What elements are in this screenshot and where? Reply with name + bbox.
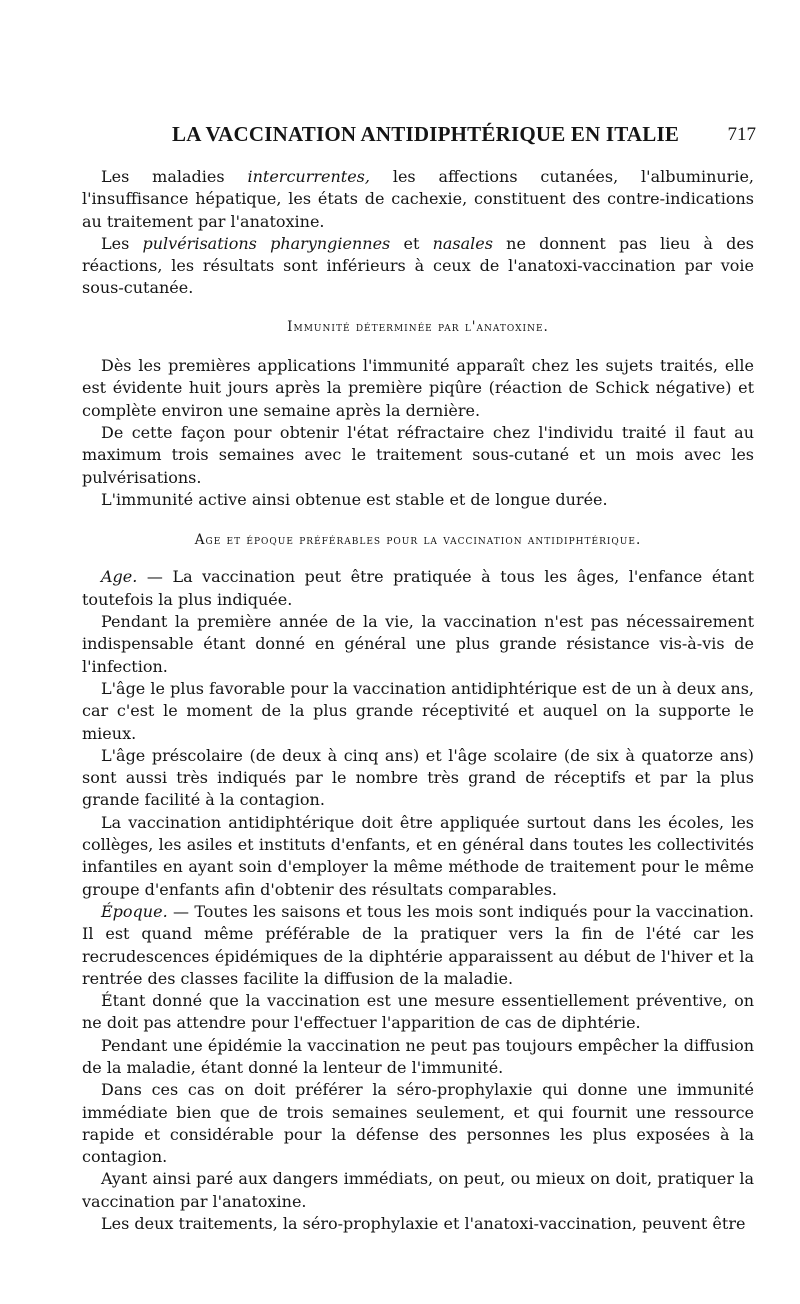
paragraph xyxy=(82,901,754,990)
text-run: Les maladies xyxy=(101,167,248,186)
page-number: 717 xyxy=(727,124,756,145)
text-run: Dès les premières applications l'immunité apparaît chez les sujets traités, elle est évidente huit jours après la première piqûre (réaction de Schick négative) et complète environ une semaine après la dernière. xyxy=(82,356,754,420)
paragraph xyxy=(82,489,754,511)
text-run: L'âge le plus favorable pour la vaccination antidiphtérique est de un à deux ans, car c'est le moment de la plus grande réceptivité et auquel on la supporte le mieux. xyxy=(82,678,754,743)
italic-text: pulvérisations pharyngiennes xyxy=(142,233,391,253)
running-head xyxy=(0,122,800,152)
paragraph xyxy=(82,678,754,745)
paragraph xyxy=(82,566,754,611)
paragraph xyxy=(82,355,754,422)
text-run: De cette façon pour obtenir l'état réfractaire chez l'individu traité il faut au maximum trois semaines avec le traitement sous-cutané et un mois avec les pulvérisations. xyxy=(82,422,754,487)
body-text xyxy=(82,166,754,1235)
text-run: Les xyxy=(101,233,143,253)
text-run: et xyxy=(390,233,433,253)
text-run: Pendant la première année de la vie, la vaccination n'est pas nécessairement indispensable étant donné en général une plus grande résistance vis-à-vis de l'infection. xyxy=(82,612,754,676)
italic-text: Époque. xyxy=(101,901,168,921)
italic-text: Age. xyxy=(101,567,138,587)
text-run: ne donnent pas lieu à des réactions, les résultats sont inférieurs à ceux de l'anatoxi-vaccination par voie sous-cutanée. xyxy=(82,233,755,298)
text-run: L'âge préscolaire (de deux à cinq ans) et l'âge scolaire (de six à quatorze ans) sont aussi très indiqués par le nombre très grand de réceptifs et par la plus grande facilité à la contagion. xyxy=(82,745,754,810)
paragraph xyxy=(82,1213,754,1235)
text-run: Les deux traitements, la séro-prophylaxie et l'anatoxi-vaccination, peuvent être xyxy=(101,1214,746,1234)
paragraph xyxy=(82,1035,754,1080)
paragraph xyxy=(82,745,754,812)
text-run: Dans ces cas on doit préférer la séro-prophylaxie qui donne une immunité immédiate bien que de trois semaines seulement, et qui fournit une ressource rapide et considérable pour la défense des personnes les plus exposées à la contagion. xyxy=(82,1080,754,1167)
text-run: La vaccination antidiphtérique doit être appliquée surtout dans les écoles, les collèges, les asiles et instituts d'enfants, et en général dans toutes les collectivités infantiles en ayant soin d'employer la même méthode de traitement pour le même groupe d'enfants afin d'obtenir des résultats comparables. xyxy=(82,812,754,899)
paragraph xyxy=(82,422,754,489)
text-run: les affections cutanées, l'albuminurie, l'insuffisance hépatique, les états de cachexie, constituent des contre-indications au traitement par l'anatoxine. xyxy=(82,167,754,231)
text-run: Étant donné que la vaccination est une mesure essentiellement préventive, on ne doit pas attendre pour l'effectuer l'apparition de cas de diphtérie. xyxy=(82,991,754,1033)
italic-text: intercurrentes, xyxy=(247,167,370,186)
paragraph xyxy=(82,166,754,233)
text-run: Ayant ainsi paré aux dangers immédiats, on peut, ou mieux on doit, pratiquer la vaccination par l'anatoxine. xyxy=(82,1169,754,1211)
paragraph xyxy=(82,990,754,1035)
paragraph xyxy=(82,611,754,678)
text-run: — Toutes les saisons et tous les mois sont indiqués pour la vaccination. Il est quand même préférable de la pratiquer vers la fin de l'été car les recrudescences épidémiques de la diphtérie apparaissent au début de l'hiver et la rentrée des classes facilite la diffusion de la maladie. xyxy=(82,901,754,988)
paragraph xyxy=(82,1079,754,1168)
italic-text: nasales xyxy=(432,233,493,253)
section-heading-immunity: Immunité déterminée par l'anatoxine. xyxy=(287,318,549,335)
paragraph xyxy=(82,1168,754,1213)
paragraph xyxy=(82,812,754,901)
running-title: LA VACCINATION ANTIDIPHTÉRIQUE EN ITALIE xyxy=(172,122,680,146)
text-run: — La vaccination peut être pratiquée à tous les âges, l'enfance étant toutefois la plus indiquée. xyxy=(82,567,754,609)
section-heading-age: Age et époque préférables pour la vaccination antidiphtérique. xyxy=(194,532,642,549)
text-run: Pendant une épidémie la vaccination ne peut pas toujours empêcher la diffusion de la maladie, étant donné la lenteur de l'immunité. xyxy=(82,1035,754,1077)
paragraph xyxy=(82,233,754,300)
text-run: L'immunité active ainsi obtenue est stable et de longue durée. xyxy=(101,489,608,509)
